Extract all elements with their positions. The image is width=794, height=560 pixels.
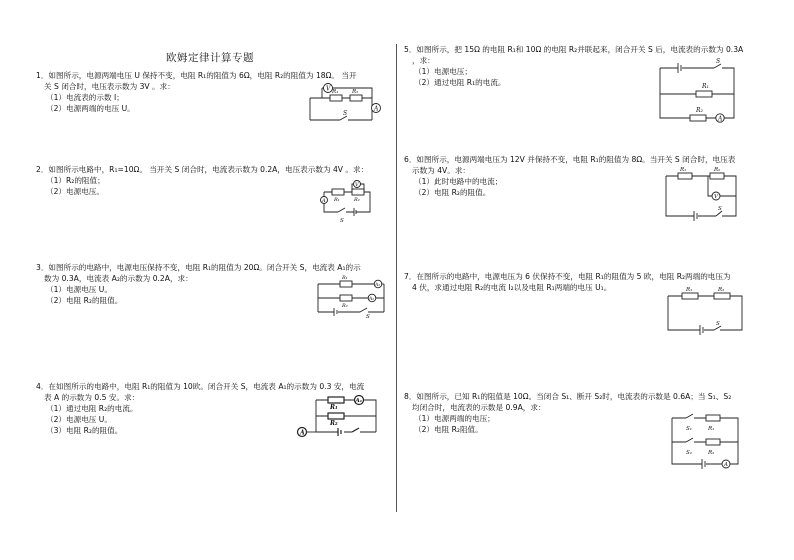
q8-ammeter-label: A bbox=[724, 462, 728, 468]
q2-r1-label: R₁ bbox=[334, 197, 340, 203]
q8-text-line-2: 均闭合时，电流表的示数是 0.9A，求： bbox=[412, 403, 546, 412]
q6-subquestion-2: （2）电阻 R₂的阻值。 bbox=[414, 188, 491, 197]
q2-text-line-1: 2．如图所示电路中，R₁=10Ω。 当开关 S 闭合时，电流表示数为 0.2A，电压表示数为 4V 。求： bbox=[36, 165, 369, 174]
q7-r2-label: R₂ bbox=[718, 287, 725, 293]
q8-subquestion-2: （2）电阻 R₂阻值。 bbox=[414, 425, 483, 434]
q3-text-line-1: 3．如图所示的电路中，电源电压保持不变，电阻 R₁的阻值为 20Ω。闭合开关 S，电流表 A₁的示 bbox=[36, 263, 361, 272]
q8-text-line-1: 8．如图所示，已知 R₁的阻值是 10Ω。当闭合 S₁、断开 S₂时，电流表的示数是 0.6A；当 S₁、S₂ bbox=[404, 392, 732, 401]
q4-text-line-2: 表 A 的示数为 0.5 安。求： bbox=[44, 393, 140, 402]
q2-r2-label: R₂ bbox=[354, 197, 360, 203]
q3-subquestion-2: （2）电阻 R₂的阻值。 bbox=[46, 296, 123, 305]
q8-s2-label: S₂ bbox=[686, 450, 692, 456]
q4-text-line-1: 4．在如图所示的电路中，电阻 R₁的阻值为 10欧。闭合开关 S，电流表 A₁的示数为 0.3 安，电流 bbox=[36, 382, 365, 391]
q5-switch-label: S bbox=[716, 58, 721, 65]
q7-r1-label: R₁ bbox=[686, 287, 693, 293]
q1-ammeter-label: A bbox=[374, 105, 379, 113]
q5-text-line-2: ，求： bbox=[412, 56, 435, 65]
q2-switch-label: S bbox=[340, 218, 344, 224]
q3-circuit-diagram bbox=[312, 272, 392, 320]
q6-text-line-2: 示数为 4V。求： bbox=[412, 166, 471, 175]
q2-subquestion-1: （1）R₂的阻值； bbox=[46, 176, 105, 185]
q5-r2-label: R₂ bbox=[696, 107, 703, 114]
q8-r2-label: R₂ bbox=[708, 450, 715, 456]
column-divider bbox=[396, 44, 397, 512]
q3-r1-label: R₁ bbox=[342, 275, 348, 281]
q3-subquestion-1: （1）电源电压 U。 bbox=[46, 285, 112, 294]
q3-switch-label: S bbox=[366, 314, 370, 320]
q6-r2-label: R₂ bbox=[714, 167, 721, 173]
q2-ammeter-label: A bbox=[322, 198, 326, 204]
q6-text-line-1: 6．如图所示，电源两端电压为 12V 并保持不变，电阻 R₁的阻值为 8Ω。当开关 S 闭合时，电压表 bbox=[404, 155, 736, 164]
q4-r1-label: R₁ bbox=[330, 404, 338, 411]
q7-text-line-2: 4 伏，求通过电阻 R₂的电流 I₂以及电阻 R₁两端的电压 U₁。 bbox=[412, 283, 612, 292]
q4-circuit-diagram bbox=[292, 390, 392, 442]
q7-switch-label: S bbox=[716, 321, 720, 327]
q3-text-line-2: 数为 0.3A，电流表 A₂的示数为 0.2A，求： bbox=[44, 274, 193, 283]
q5-r1-label: R₁ bbox=[702, 83, 709, 90]
q3-ammeter1-label: A₁ bbox=[375, 283, 381, 288]
q4-ammeter-label: A bbox=[300, 429, 305, 437]
q6-subquestion-1: （1）此时电路中的电流； bbox=[414, 177, 503, 186]
q6-voltmeter-label: V bbox=[714, 194, 718, 200]
q1-circuit-diagram bbox=[300, 80, 390, 132]
q5-subquestion-1: （1）电源电压； bbox=[414, 67, 472, 76]
q8-circuit-diagram bbox=[666, 408, 750, 470]
q4-subquestion-3: （3）电阻 R₂的阻值。 bbox=[46, 426, 123, 435]
q5-text-line-1: 5．如图所示，把 15Ω 的电阻 R₁和 10Ω 的电阻 R₂并联起来，闭合开关 S 后，电流表的示数为 0.3A bbox=[404, 45, 744, 54]
q1-subquestion-2: （2）电源两端的电压 U。 bbox=[46, 104, 135, 113]
q7-text-line-1: 7．在图所示的电路中，电源电压为 6 伏保持不变，电阻 R₁的阻值为 5 欧，电阻 R₂两端的电压为 bbox=[404, 272, 731, 281]
q5-circuit-diagram bbox=[650, 56, 750, 124]
q5-ammeter-label: A bbox=[718, 115, 723, 123]
q6-circuit-diagram bbox=[660, 166, 748, 224]
q4-subquestion-2: （2）电源电压 U。 bbox=[46, 415, 112, 424]
q4-subquestion-1: （1）通过电阻 R₂的电流。 bbox=[46, 404, 138, 413]
q1-subquestion-1: （1）电流表的示数 I； bbox=[46, 93, 124, 102]
q1-switch-label: S bbox=[343, 110, 348, 117]
q8-subquestion-1: （1）电源两端的电压； bbox=[414, 414, 495, 423]
q2-circuit-diagram bbox=[316, 178, 386, 226]
q1-text-line-1: 1．如图所示，电源两端电压 U 保持不变，电阻 R₁的阻值为 6Ω，电阻 R₂的阻值为 18Ω。 当开 bbox=[36, 71, 357, 80]
q4-ammeter1-label: A₁ bbox=[355, 398, 363, 404]
q1-voltmeter-label: V bbox=[326, 85, 331, 93]
q1-text-line-2: 关 S 闭合时，电压表示数为 3V 。求： bbox=[44, 82, 175, 91]
q8-s1-label: S₁ bbox=[686, 426, 692, 432]
q3-r2-label: R₂ bbox=[342, 303, 348, 309]
page-title: 欧姆定律计算专题 bbox=[166, 52, 254, 64]
q3-ammeter2-label: A₂ bbox=[369, 297, 375, 302]
q6-switch-label: S bbox=[718, 206, 722, 212]
q4-r2-label: R₂ bbox=[330, 420, 338, 427]
q1-r2-label: R₂ bbox=[352, 89, 359, 95]
q1-r1-label: R₁ bbox=[332, 89, 339, 95]
q5-subquestion-2: （2）通过电阻 R₁的电流。 bbox=[414, 78, 506, 87]
q2-voltmeter-label: V bbox=[355, 182, 359, 188]
q8-r1-label: R₁ bbox=[708, 426, 715, 432]
q6-r1-label: R₁ bbox=[680, 167, 687, 173]
q7-circuit-diagram bbox=[664, 288, 748, 336]
q2-subquestion-2: （2）电源电压。 bbox=[46, 187, 104, 196]
